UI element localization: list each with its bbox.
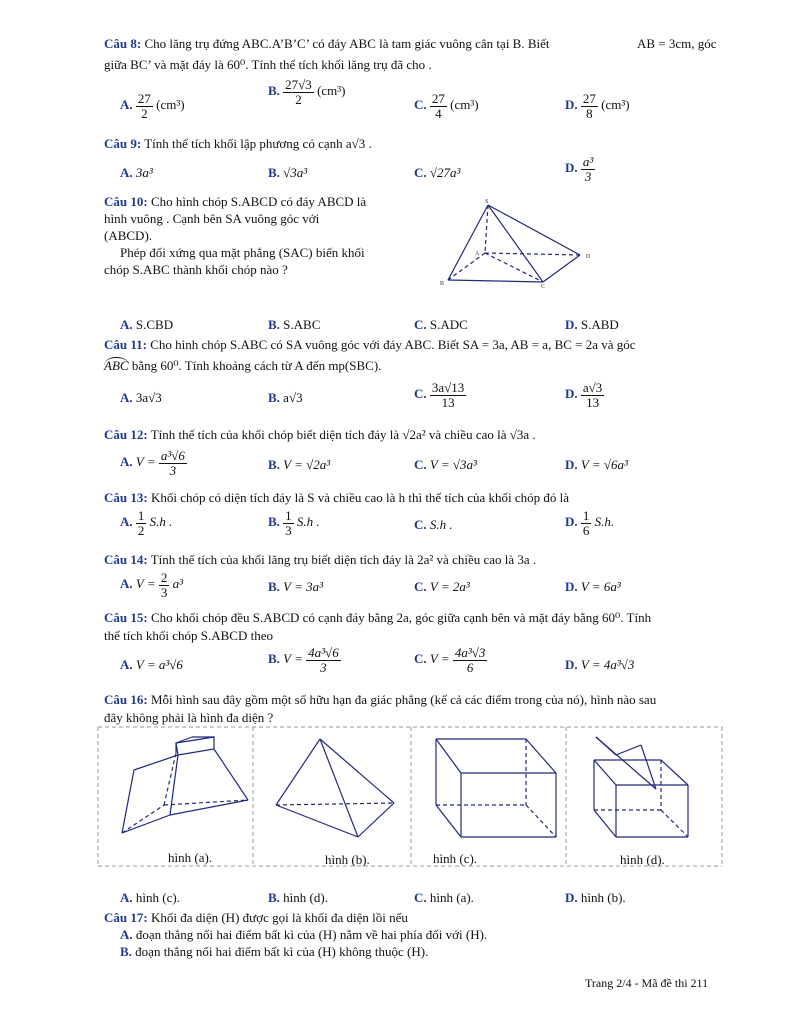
figure-c (436, 739, 556, 837)
q16-option-c[interactable]: C. hình (a). (414, 890, 474, 905)
q15-option-c[interactable]: C. V = $\frac{\text{4a³√3}}{6}$ (414, 645, 486, 675)
label-b: B (440, 281, 445, 287)
label-s: S (485, 199, 489, 205)
q8-stem-line2: giữa BC’ và mặt đáy là 60⁰. Tính thể tích khối lăng trụ đã cho . (104, 57, 432, 72)
q9-option-b[interactable]: B. √3a³ (268, 165, 308, 180)
edge-sc (488, 205, 543, 282)
q14-stem: Câu 14: Tính thể tích của khối lăng trụ biết diện tích đáy là 2a² và chiều cao là 3a . (104, 552, 537, 567)
q15-option-d[interactable]: D. V = 4a³√3 (565, 657, 635, 672)
q15-line1: Câu 15: Cho khối chóp đều S.ABCD có cạnh đáy bằng 2a, góc giữa cạnh bên và mặt đáy bằng 60⁰. Tính (104, 610, 652, 625)
q11-option-b[interactable]: B. a√3 (268, 390, 303, 405)
angle-abc: ABC (104, 358, 129, 373)
q9-option-c[interactable]: C. √27a³ (414, 165, 461, 180)
q16-option-a[interactable]: A. hình (c). (120, 890, 180, 905)
q11-line2: ABC bằng 60⁰. Tính khoảng cách từ A đến mp(SBC). (104, 358, 382, 373)
q13-stem: Câu 13: Khối chóp có diện tích đáy là S và chiều cao là h thì thể tích của khối chóp đó là (104, 490, 569, 505)
q15-line2: thể tích khối chóp S.ABCD theo (104, 628, 273, 643)
q8-ab-value: AB = 3cm, góc (637, 36, 717, 51)
label-c: C (541, 284, 546, 290)
q12-option-d[interactable]: D. V = √6a³ (565, 457, 628, 472)
q17-option-b[interactable]: B. đoạn thẳng nối hai điểm bất kì của (H) không thuộc (H). (120, 944, 429, 959)
q10-line1: Câu 10: Cho hình chóp S.ABCD có đáy ABCD là (104, 194, 367, 209)
q11-line1: Câu 11: Cho hình chóp S.ABC có SA vuông góc với đáy ABC. Biết SA = 3a, AB = a, BC = 2a và góc (104, 337, 636, 352)
q13-option-a[interactable]: A. $\frac{1}{2}$ S.h . (120, 508, 173, 538)
caption-a: hình (a). (168, 850, 213, 865)
q16-option-d[interactable]: D. hình (b). (565, 890, 626, 905)
caption-b: hình (b). (325, 852, 370, 867)
q9-stem: Câu 9: Tính thể tích khối lập phương có cạnh a√3 . (104, 136, 372, 151)
q16-line2: đây không phải là hình đa diện ? (104, 710, 274, 725)
q12-stem: Câu 12: Tính thể tích của khối chóp biết diện tích đáy là √2a² và chiều cao là √3a . (104, 427, 536, 442)
q8-option-b[interactable]: B. $\frac{27√3}{2}$ (cm³) (268, 77, 346, 107)
q10-line2: hình vuông . Cạnh bên SA vuông góc với (104, 211, 320, 226)
edge-ab (448, 253, 485, 280)
q8-stem-line1 (104, 36, 550, 52)
edge-cd (543, 255, 580, 282)
q8-text: Cho lăng trụ đứng ABC.A’B’C’ có đáy ABC là tam giác vuông cân tại B. Biết (144, 36, 550, 51)
q17-stem: Câu 17: Khối đa diện (H) được gọi là khối đa diện lồi nếu (104, 910, 408, 925)
q10-option-d[interactable]: D. S.ABD (565, 317, 619, 332)
q13-option-c[interactable]: C. S.h . (414, 517, 453, 532)
q8-option-c[interactable]: C. $\frac{27}{4}$ (cm³) (414, 91, 479, 121)
q16-option-b[interactable]: B. hình (d). (268, 890, 328, 905)
q10-line5: chóp S.ABC thành khối chóp nào ? (104, 262, 288, 277)
q13-option-b[interactable]: B. $\frac{1}{3}$ S.h . (268, 508, 320, 538)
page-footer: Trang 2/4 - Mã đề thi 211 (585, 976, 709, 990)
q12-option-b[interactable]: B. V = √2a³ (268, 457, 331, 472)
q10-option-b[interactable]: B. S.ABC (268, 317, 321, 332)
label-a: A (475, 251, 480, 257)
q8-option-a[interactable]: A. $\frac{27}{2}$ (cm³) (120, 91, 185, 121)
caption-c: hình (c). (433, 851, 478, 866)
q14-option-b[interactable]: B. V = 3a³ (268, 579, 324, 594)
q12-option-a[interactable]: A. V = $\frac{\text{a³√6}}{3}$ (120, 448, 185, 478)
q12-option-c[interactable]: C. V = √3a³ (414, 457, 477, 472)
q16-line1: Câu 16: Mỗi hình sau đây gồm một số hữu hạn đa giác phẳng (kể cả các điểm trong của nó), hình nào sau (104, 692, 657, 707)
q16-figure-table (96, 725, 724, 868)
q13-option-d[interactable]: D. $\frac{1}{6}$ S.h. (565, 508, 615, 538)
q10-line4: Phép đối xứng qua mặt phẳng (SAC) biến khối (120, 245, 365, 260)
q17-option-a[interactable]: A. đoạn thẳng nối hai điểm bất kì của (H) nằm về hai phía đối với (H). (120, 927, 488, 942)
q10-option-c[interactable]: C. S.ADC (414, 317, 468, 332)
figure-a (122, 737, 248, 833)
q10-line3: (ABCD). (104, 228, 153, 243)
q10-pyramid-figure (435, 195, 600, 290)
edge-sd (488, 205, 580, 255)
q14-option-a[interactable]: A. V = $\frac{2}{3}$ a³ (120, 570, 184, 600)
q15-option-b[interactable]: B. V = $\frac{\text{4a³√6}}{3}$ (268, 645, 339, 675)
q11-option-a[interactable]: A. 3a√3 (120, 390, 162, 405)
q10-option-a[interactable]: A. S.CBD (120, 317, 174, 332)
caption-d: hình (d). (620, 852, 665, 867)
figure-d (594, 737, 688, 837)
q15-option-a[interactable]: A. V = a³√6 (120, 657, 183, 672)
q8-label: Câu 8: (104, 36, 142, 51)
edge-bc (448, 280, 543, 282)
label-d: D (586, 254, 591, 260)
edge-ac (485, 253, 543, 282)
q9-option-d[interactable]: D. $\frac{\text{a³}}{3}$ (565, 154, 594, 184)
q8-option-d[interactable]: D. $\frac{27}{8}$ (cm³) (565, 91, 630, 121)
q14-option-d[interactable]: D. V = 6a³ (565, 579, 621, 594)
q14-option-c[interactable]: C. V = 2a³ (414, 579, 470, 594)
edge-sb (448, 205, 488, 280)
edge-ad (485, 253, 580, 255)
q9-option-a[interactable]: A. 3a³ (120, 165, 153, 180)
q11-option-c[interactable]: C. $\frac{3a√13}{13}$ (414, 380, 465, 410)
q11-option-d[interactable]: D. $\frac{a√3}{13}$ (565, 380, 603, 410)
edge-sa (485, 205, 488, 253)
figure-b (276, 739, 394, 837)
